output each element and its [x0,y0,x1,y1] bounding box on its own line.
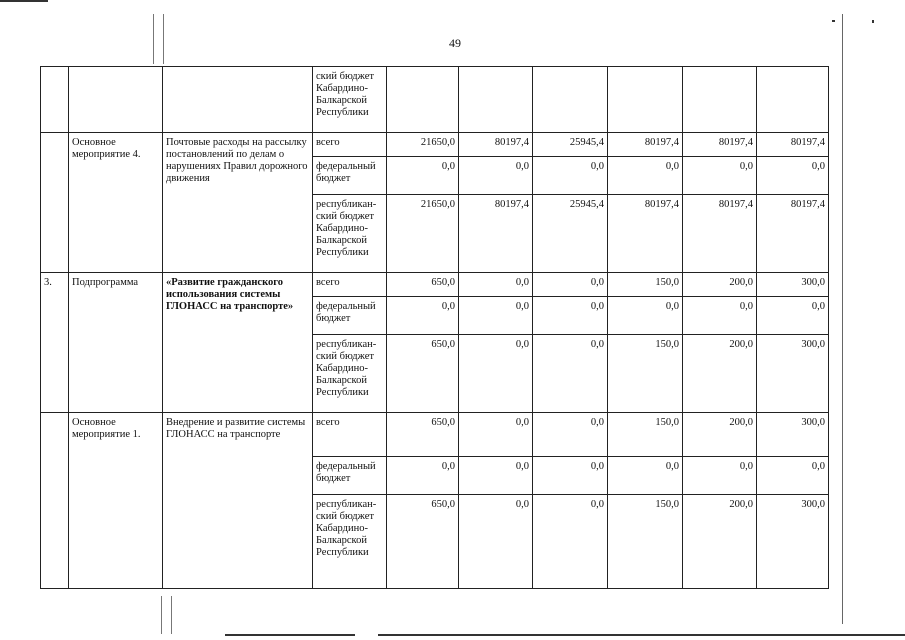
value-cell: 650,0 [387,273,459,297]
value-cell: 0,0 [608,457,683,495]
scan-mark-top-left [0,0,48,2]
value-cell: 80197,4 [683,133,757,157]
value-cell: 0,0 [459,297,533,335]
value-cell: 150,0 [608,335,683,413]
value-cell [683,67,757,133]
value-cell: 0,0 [387,297,459,335]
funding-source-cell: республикан-ский бюджет Кабардино-Балкарской Республики [313,195,387,273]
name-cell: «Развитие гражданского использования системы ГЛОНАСС на транспорте» [163,273,313,413]
funding-source-cell: всего [313,273,387,297]
funding-source-cell: республикан-ский бюджет Кабардино-Балкарской Республики [313,495,387,589]
scan-mark-bottom-1 [225,634,355,636]
funding-source-cell: федеральный бюджет [313,297,387,335]
value-cell: 0,0 [683,297,757,335]
value-cell: 80197,4 [757,133,829,157]
value-cell: 0,0 [459,335,533,413]
scan-mark-vertical-right [842,14,843,624]
status-cell: Основное мероприятие 4. [69,133,163,273]
value-cell: 0,0 [387,157,459,195]
row-number-cell [41,133,69,273]
value-cell: 650,0 [387,495,459,589]
scan-mark-vertical-bottom-1 [161,596,162,634]
value-cell: 0,0 [608,297,683,335]
value-cell: 0,0 [459,495,533,589]
value-cell: 150,0 [608,495,683,589]
value-cell: 300,0 [757,495,829,589]
value-cell: 0,0 [459,157,533,195]
value-cell: 80197,4 [459,133,533,157]
name-cell [163,67,313,133]
value-cell: 80197,4 [757,195,829,273]
value-cell: 0,0 [757,157,829,195]
value-cell: 300,0 [757,335,829,413]
value-cell: 0,0 [387,457,459,495]
value-cell: 0,0 [459,273,533,297]
value-cell: 80197,4 [683,195,757,273]
row-number-cell [41,413,69,589]
status-cell: Подпрограмма [69,273,163,413]
value-cell: 25945,4 [533,195,608,273]
value-cell: 0,0 [683,457,757,495]
value-cell: 21650,0 [387,133,459,157]
funding-source-cell: ский бюджет Кабардино-Балкарской Республики [313,67,387,133]
value-cell: 80197,4 [608,195,683,273]
funding-source-cell: республикан-ский бюджет Кабардино-Балкарской Республики [313,335,387,413]
row-number-cell [41,67,69,133]
value-cell: 0,0 [459,457,533,495]
value-cell: 25945,4 [533,133,608,157]
value-cell: 80197,4 [459,195,533,273]
value-cell: 21650,0 [387,195,459,273]
value-cell: 650,0 [387,413,459,457]
value-cell [608,67,683,133]
row-number-cell: 3. [41,273,69,413]
scan-mark-vertical-left-2 [163,14,164,64]
value-cell: 0,0 [533,457,608,495]
value-cell: 300,0 [757,273,829,297]
scan-mark-bottom-2 [378,634,905,636]
value-cell: 0,0 [757,457,829,495]
value-cell: 0,0 [533,297,608,335]
value-cell: 0,0 [533,157,608,195]
scan-dot-2 [872,20,874,23]
budget-table [40,66,829,589]
value-cell [387,67,459,133]
status-cell: Основное мероприятие 1. [69,413,163,589]
value-cell [757,67,829,133]
value-cell [459,67,533,133]
table-row [41,273,829,297]
funding-source-cell: всего [313,133,387,157]
value-cell: 0,0 [533,335,608,413]
value-cell: 200,0 [683,335,757,413]
table-row [41,67,829,133]
value-cell: 0,0 [608,157,683,195]
scan-mark-vertical-left-1 [153,14,154,64]
name-cell: Почтовые расходы на рассылку постановлений по делам о нарушениях Правил дорожного движения [163,133,313,273]
value-cell: 0,0 [533,495,608,589]
funding-source-cell: всего [313,413,387,457]
value-cell: 0,0 [533,273,608,297]
value-cell: 200,0 [683,413,757,457]
funding-source-cell: федеральный бюджет [313,457,387,495]
funding-source-cell: федеральный бюджет [313,157,387,195]
value-cell: 150,0 [608,273,683,297]
value-cell: 80197,4 [608,133,683,157]
value-cell: 650,0 [387,335,459,413]
value-cell: 200,0 [683,273,757,297]
name-cell: Внедрение и развитие системы ГЛОНАСС на транспорте [163,413,313,589]
value-cell: 0,0 [533,413,608,457]
value-cell: 0,0 [683,157,757,195]
value-cell: 300,0 [757,413,829,457]
value-cell: 150,0 [608,413,683,457]
table-row [41,413,829,457]
value-cell [533,67,608,133]
status-cell [69,67,163,133]
page-number: 49 [449,36,461,50]
scan-mark-vertical-bottom-2 [171,596,172,634]
value-cell: 200,0 [683,495,757,589]
value-cell: 0,0 [459,413,533,457]
scan-dot-1 [832,20,835,22]
value-cell: 0,0 [757,297,829,335]
table-row [41,133,829,157]
